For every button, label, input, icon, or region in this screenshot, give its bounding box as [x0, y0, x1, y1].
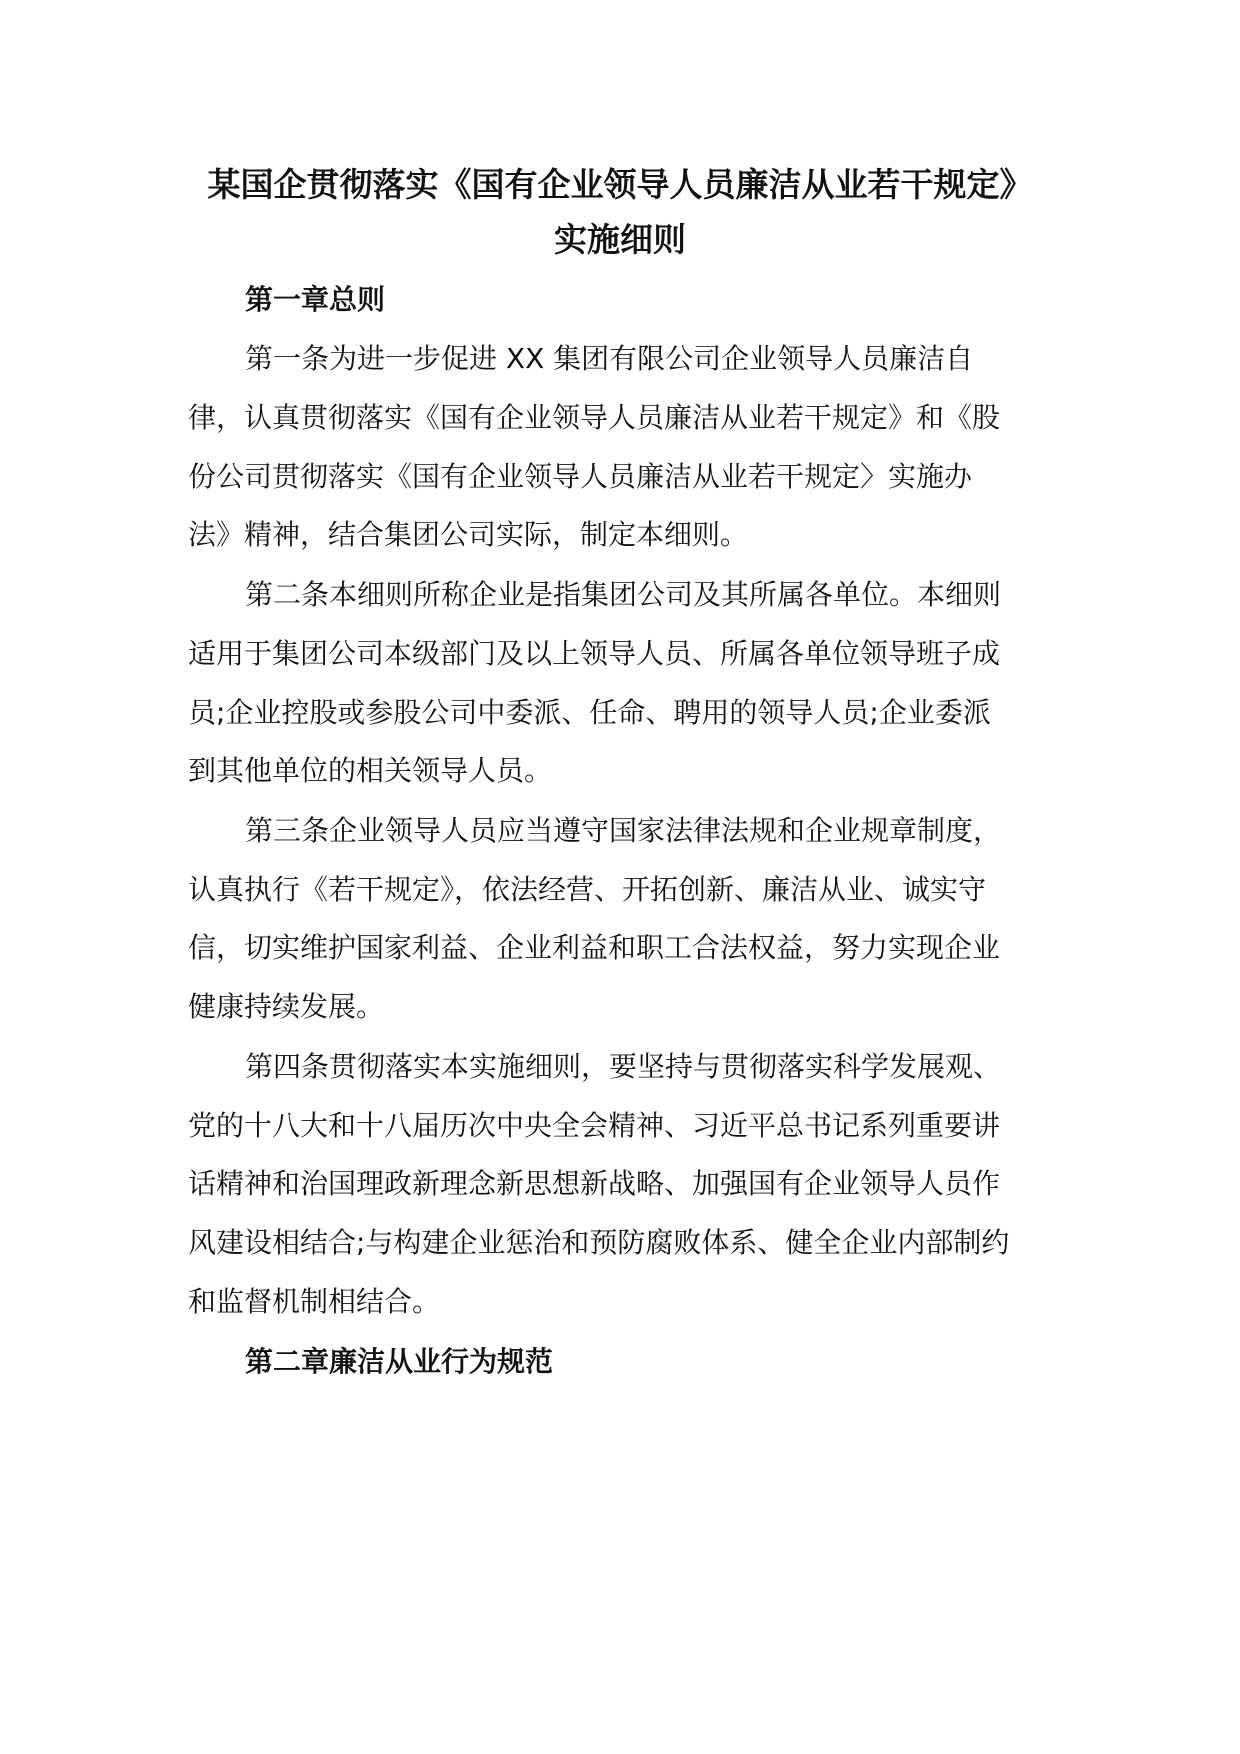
article-2-line: 第二条本细则所称企业是指集团公司及其所属各单位。本细则: [245, 578, 1002, 611]
article-3-line: 认真执行《若干规定》，依法经营、开拓创新、廉洁从业、诚实守: [188, 873, 987, 906]
article-2-line: 适用于集团公司本级部门及以上领导人员、所属各单位领导班子成: [188, 637, 1001, 670]
article-4-line: 话精神和治国理政新理念新思想新战略、加强国有企业领导人员作: [188, 1167, 1001, 1200]
article-3-line: 第三条企业领导人员应当遵守国家法律法规和企业规章制度，: [245, 814, 1002, 847]
document-title-line-2: 实施细则: [554, 220, 686, 259]
article-1-line: 法》精神，结合集团公司实际，制定本细则。: [188, 518, 749, 551]
article-4-line: 风建设相结合;与构建企业惩治和预防腐败体系、健全企业内部制约: [188, 1226, 1010, 1259]
chapter-2-heading: 第二章廉洁从业行为规范: [245, 1345, 554, 1378]
article-2-line: 到其他单位的相关领导人员。: [188, 754, 553, 787]
document-title-line-1: 某国企贯彻落实《国有企业领导人员廉洁从业若干规定》: [207, 165, 1033, 204]
chapter-1-heading: 第一章总则: [245, 283, 386, 316]
article-1-line: 律，认真贯彻落实《国有企业领导人员廉洁从业若干规定》和《股: [188, 401, 1001, 434]
article-1-line: 第一条为进一步促进 XX 集团有限公司企业领导人员廉洁自: [245, 342, 974, 375]
article-1-line: 份公司贯彻落实《国有企业领导人员廉洁从业若干规定〉实施办: [188, 460, 973, 493]
article-4-line: 和监督机制相结合。: [188, 1285, 441, 1318]
article-2-line: 员;企业控股或参股公司中委派、任命、聘用的领导人员;企业委派: [188, 696, 991, 729]
article-3-line: 健康持续发展。: [188, 990, 385, 1023]
article-3-line: 信，切实维护国家利益、企业利益和职工合法权益，努力实现企业: [188, 931, 1001, 964]
article-4-line: 党的十八大和十八届历次中央全会精神、习近平总书记系列重要讲: [188, 1109, 1001, 1142]
article-4-line: 第四条贯彻落实本实施细则，要坚持与贯彻落实科学发展观、: [245, 1050, 1002, 1083]
